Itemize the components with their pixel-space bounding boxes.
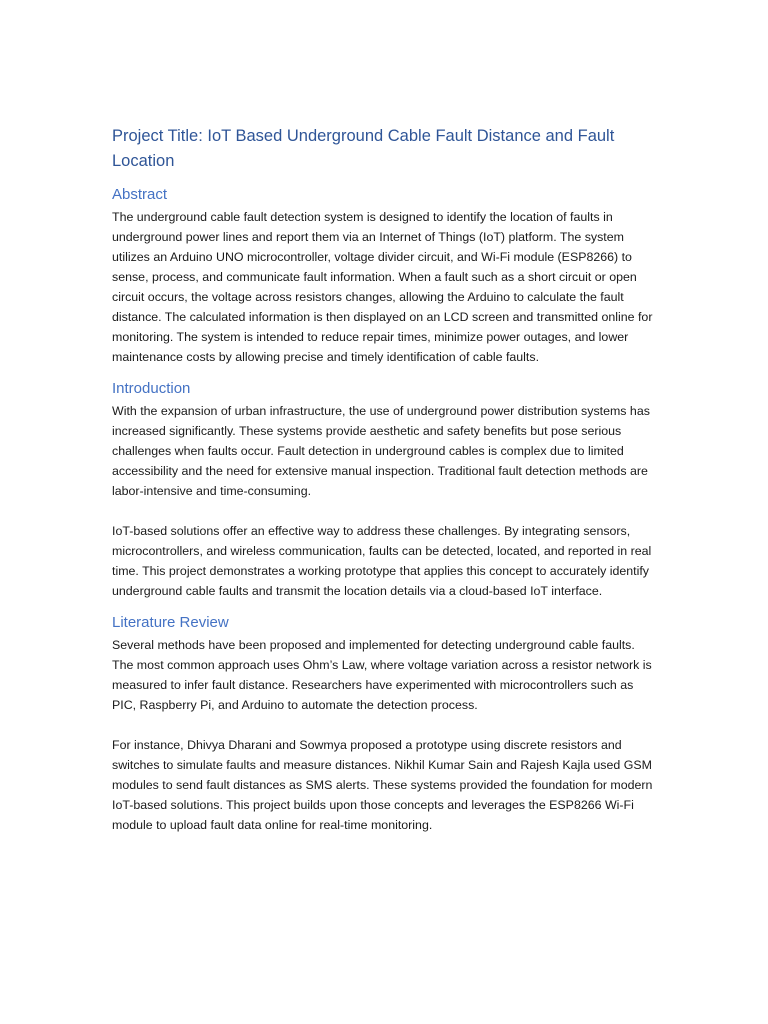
section-heading-introduction: Introduction [112, 380, 191, 397]
document-body [112, 124, 658, 835]
abstract-paragraph: The underground cable fault detection system is designed to identify the location of faults in underground power lines and report them via an Internet of Things (IoT) platform. The system utilizes an Arduino UNO microcontroller, voltage divider circuit, and Wi-Fi module (ESP8266) to sense, process, and communicate fault information. When a fault such as a short circuit or open circuit occurs, the voltage across resistors changes, allowing the Arduino to calculate the fault distance. The calculated information is then displayed on an LCD screen and transmitted online for monitoring. The system is intended to reduce repair times, minimize power outages, and lower maintenance costs by allowing precise and timely identification of cable faults. [112, 210, 653, 364]
section-heading-abstract: Abstract [112, 186, 168, 203]
paragraph-spacer [112, 501, 658, 521]
introduction-paragraph-2: IoT-based solutions offer an effective way to address these challenges. By integrating sensors, microcontrollers, and wireless communication, faults can be detected, located, and reported in real time. This project demonstrates a working prototype that applies this concept to accurately identify underground cable faults and transmit the location details via a cloud-based IoT interface. [112, 524, 652, 598]
paragraph-spacer [112, 715, 658, 735]
project-title: Project Title: IoT Based Underground Cable Fault Distance and Fault Location [112, 127, 615, 170]
literature-review-paragraph-1: Several methods have been proposed and implemented for detecting underground cable faults. The most common approach uses Ohm’s Law, where voltage variation across a resistor network is measured to infer fault distance. Researchers have experimented with microcontrollers such as PIC, Raspberry Pi, and Arduino to automate the detection process. [112, 638, 652, 712]
section-literature-review [112, 613, 658, 835]
literature-review-paragraph-2: For instance, Dhivya Dharani and Sowmya proposed a prototype using discrete resistors and switches to simulate faults and measure distances. Nikhil Kumar Sain and Rajesh Kajla used GSM modules to send fault distances as SMS alerts. These systems provided the foundation for modern IoT-based solutions. This project builds upon those concepts and leverages the ESP8266 Wi-Fi module to upload fault data online for real-time monitoring. [112, 738, 653, 832]
section-heading-literature-review: Literature Review [112, 614, 229, 631]
section-introduction [112, 379, 658, 601]
introduction-paragraph-1: With the expansion of urban infrastructure, the use of underground power distribution systems has increased significantly. These systems provide aesthetic and safety benefits but pose serious challenges when faults occur. Fault detection in underground cables is complex due to limited accessibility and the need for extensive manual inspection. Traditional fault detection methods are labor-intensive and time-consuming. [112, 404, 650, 498]
section-abstract [112, 185, 658, 367]
